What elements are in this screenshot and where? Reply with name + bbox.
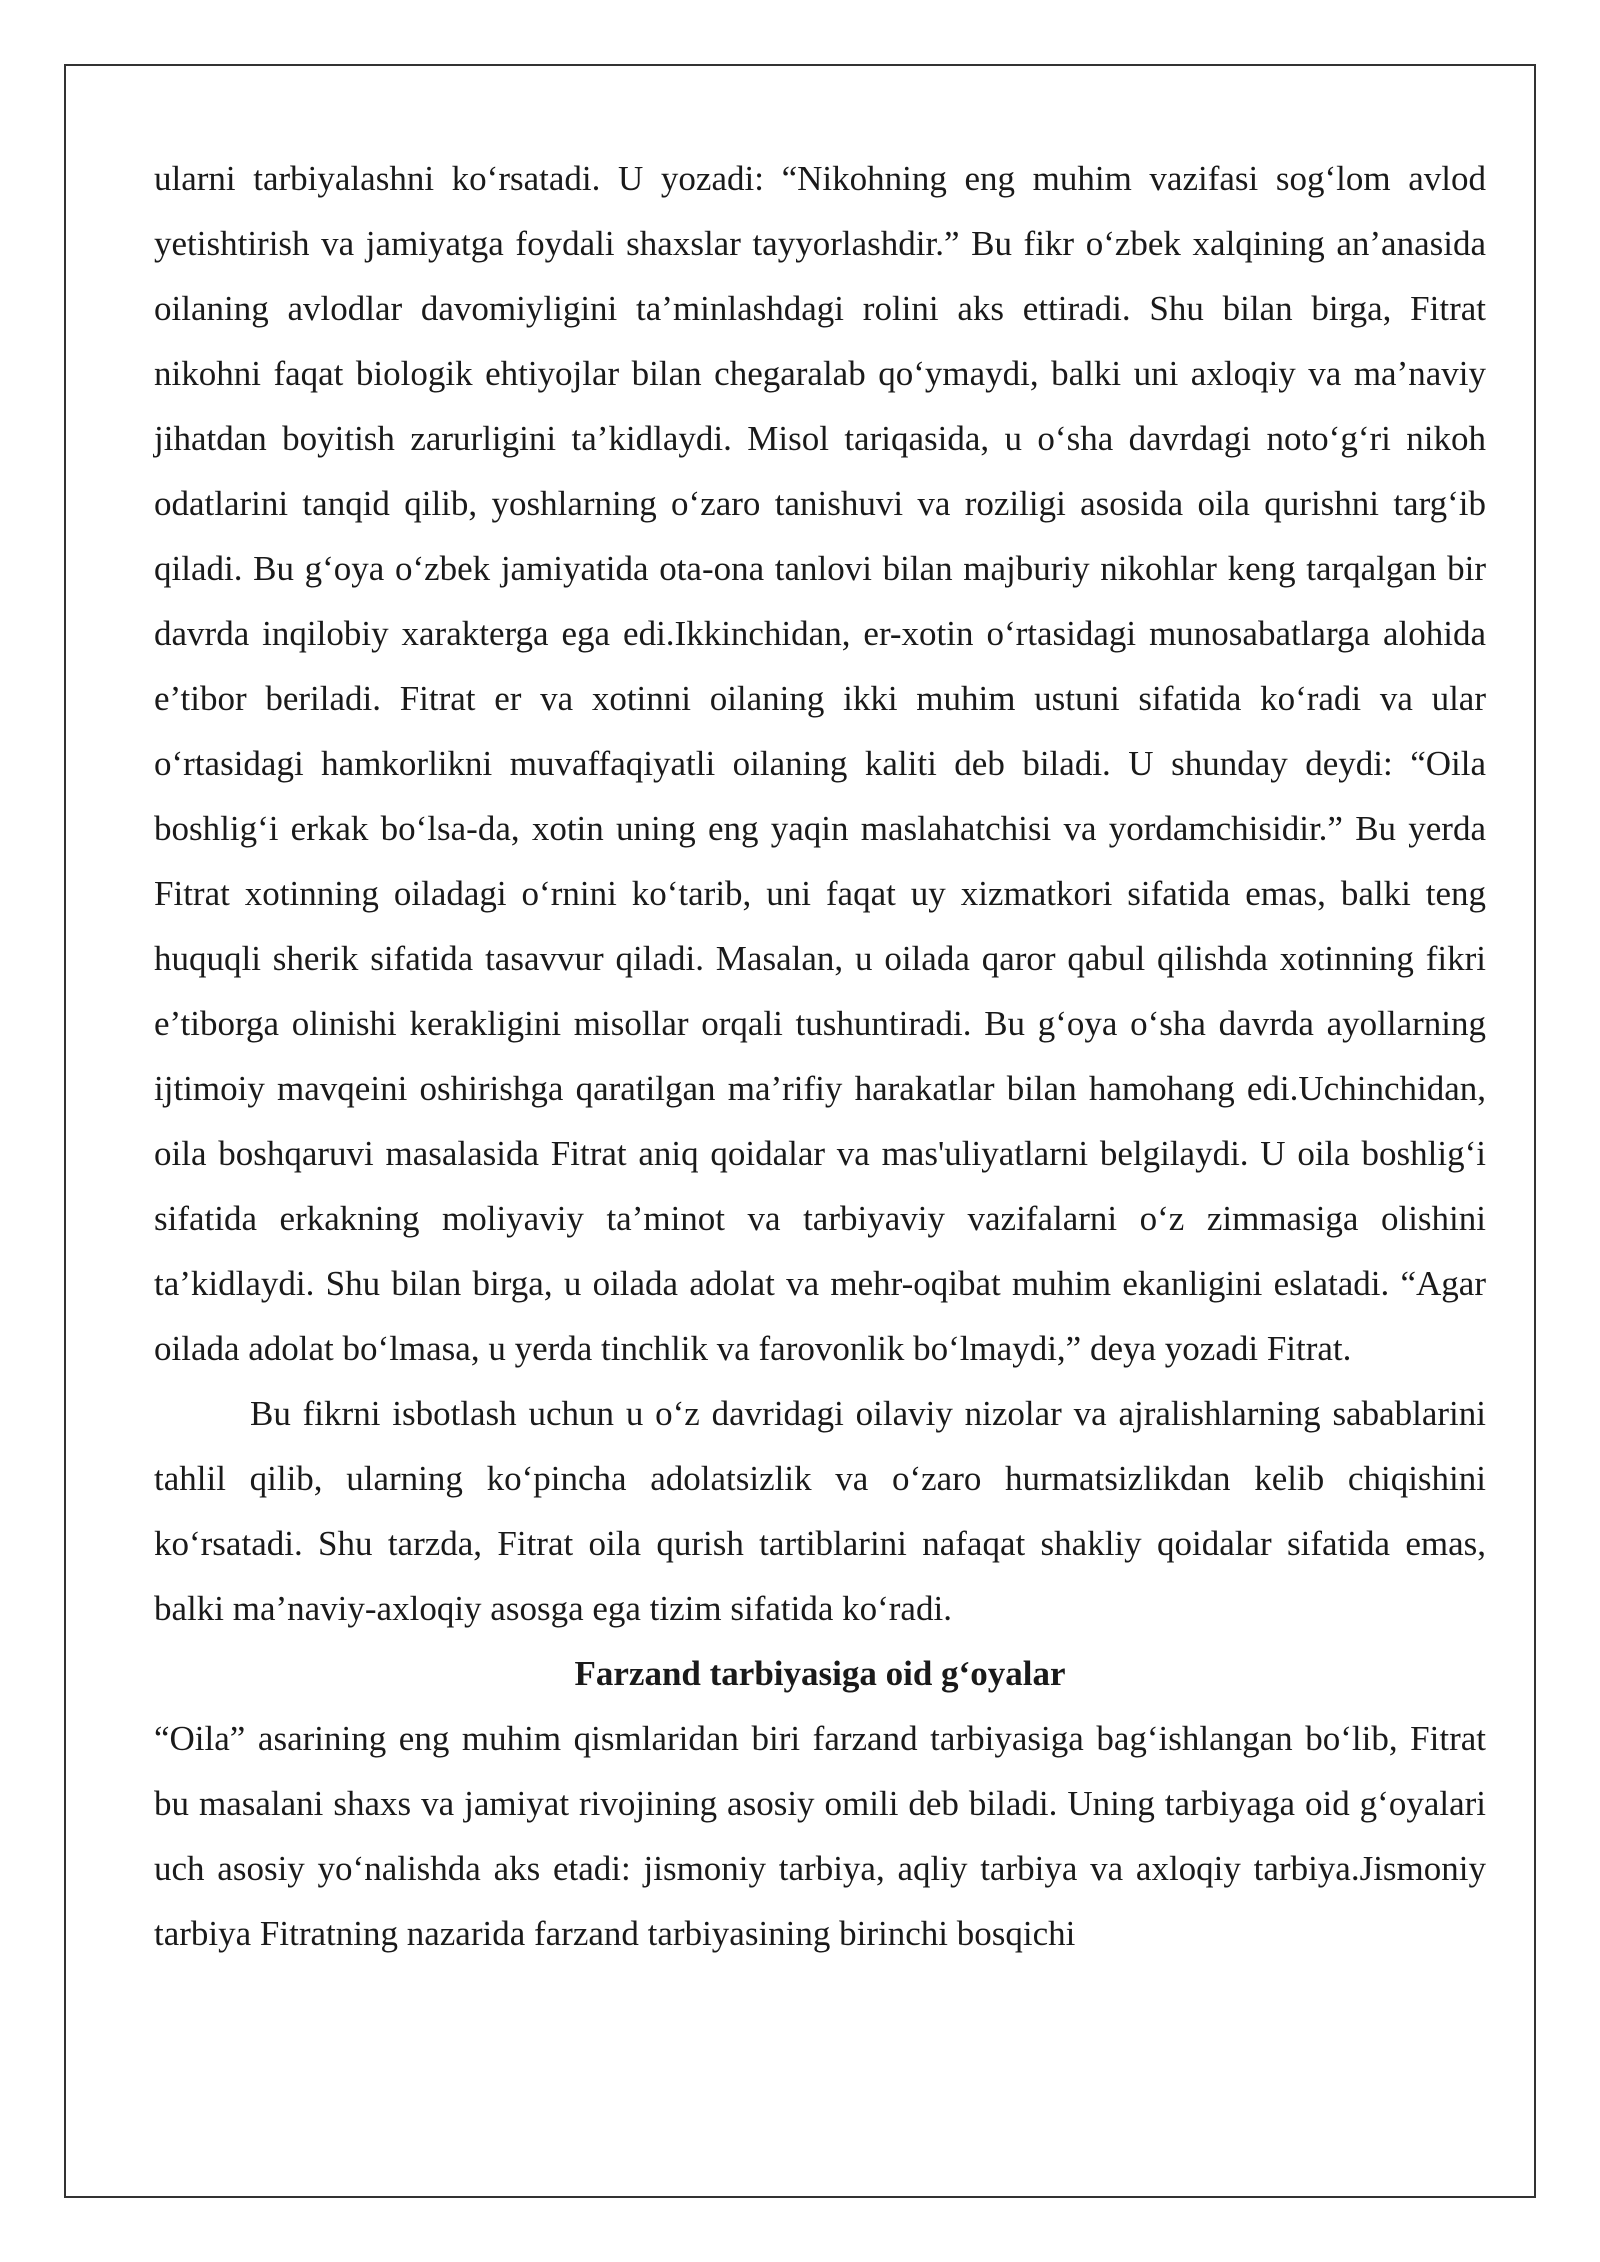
body-paragraph-1: ularni tarbiyalashni ko‘rsatadi. U yozadi: “Nikohning eng muhim vazifasi sog‘lom avlod yetishtirish va jamiyatga foydali shaxslar tayyorlashdir.” Bu fikr o‘zbek xalqining an’anasida oilaning avlodlar davomiyligini ta’minlashdagi rolini aks ettiradi. Shu bilan birga, Fitrat nikohni faqat biologik ehtiyojlar bilan chegaralab qo‘ymaydi, balki uni axloqiy va ma’naviy jihatdan boyitish zarurligini ta’kidlaydi. Misol tariqasida, u o‘sha davrdagi noto‘g‘ri nikoh odatlarini tanqid qilib, yoshlarning o‘zaro tanishuvi va roziligi asosida oila qurishni targ‘ib qiladi. Bu g‘oya o‘zbek jamiyatida ota-ona tanlovi bilan majburiy nikohlar keng tarqalgan bir davrda inqilobiy xarakterga ega edi.Ikkinchidan, er-xotin o‘rtasidagi munosabatlarga alohida e’tibor beriladi. Fitrat er va xotinni oilaning ikki muhim ustuni sifatida ko‘radi va ular o‘rtasidagi hamkorlikni muvaffaqiyatli oilaning kaliti deb biladi. U shunday deydi: “Oila boshlig‘i erkak bo‘lsa-da, xotin uning eng yaqin maslahatchisi va yordamchisidir.” Bu yerda Fitrat xotinning oiladagi o‘rnini ko‘tarib, uni faqat uy xizmatkori sifatida emas, balki teng huquqli sherik sifatida tasavvur qiladi. Masalan, u oilada qaror qabul qilishda xotinning fikri e’tiborga olinishi kerakligini misollar orqali tushuntiradi. Bu g‘oya o‘sha davrda ayollarning ijtimoiy mavqeini oshirishga qaratilgan ma’rifiy harakatlar bilan hamohang edi.Uchinchidan, oila boshqaruvi masalasida Fitrat aniq qoidalar va mas'uliyatlarni belgilaydi. U oila boshlig‘i sifatida erkakning moliyaviy ta’minot va tarbiyaviy vazifalarni o‘z zimmasiga olishini ta’kidlaydi. Shu bilan birga, u oilada adolat va mehr-oqibat muhim ekanligini eslatadi. “Agar oilada adolat bo‘lmasa, u yerda tinchlik va farovonlik bo‘lmaydi,” deya yozadi Fitrat. <box>154 159 1486 1368</box>
section-heading: Farzand tarbiyasiga oid g‘oyalar <box>574 1654 1066 1693</box>
body-paragraph-2: Bu fikrni isbotlash uchun u o‘z davridagi oilaviy nizolar va ajralishlarning sabablarini tahlil qilib, ularning ko‘pincha adolatsizlik va o‘zaro hurmatsizlikdan kelib chiqishini ko‘rsatadi. Shu tarzda, Fitrat oila qurish tartiblarini nafaqat shakliy qoidalar sifatida emas, balki ma’naviy-axloqiy asosga ega tizim sifatida ko‘radi. <box>154 1394 1486 1628</box>
document-body <box>154 146 1486 1966</box>
body-paragraph-3: “Oila” asarining eng muhim qismlaridan biri farzand tarbiyasiga bag‘ishlangan bo‘lib, Fitrat bu masalani shaxs va jamiyat rivojining asosiy omili deb biladi. Uning tarbiyaga oid g‘oyalari uch asosiy yo‘nalishda aks etadi: jismoniy tarbiya, aqliy tarbiya va axloqiy tarbiya.Jismoniy tarbiya Fitratning nazarida farzand tarbiyasining birinchi bosqichi <box>154 1719 1486 1953</box>
